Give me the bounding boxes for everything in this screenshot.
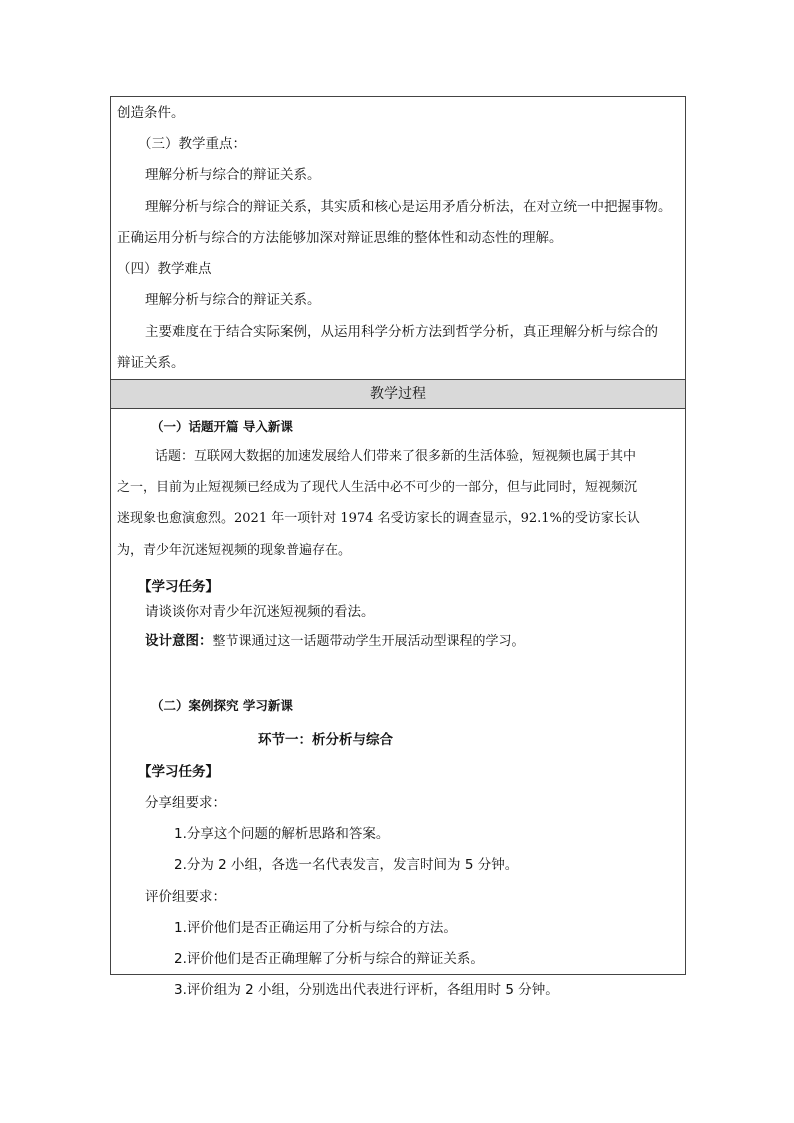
section-heading-2: （二）案例探究 学习新课: [151, 698, 293, 713]
list-item: 2.分为 2 小组，各选一名代表发言，发言时间为 5 分钟。: [174, 857, 519, 873]
text-line: 正确运用分析与综合的方法能够加深对辩证思维的整体性和动态性的理解。: [117, 230, 563, 246]
task-text: 请谈谈你对青少年沉迷短视频的看法。: [145, 604, 375, 620]
topic-line: 为，青少年沉迷短视频的现象普遍存在。: [117, 543, 352, 558]
design-intent-text: 整节课通过这一话题带动学生开展活动型课程的学习。: [212, 634, 525, 649]
text-line: 理解分析与综合的辩证关系，其实质和核心是运用矛盾分析法，在对立统一中把握事物。: [145, 199, 672, 215]
design-intent: [145, 631, 525, 652]
eval-group-title: 评价组要求：: [145, 889, 226, 905]
text-line: 理解分析与综合的辩证关系。: [145, 292, 321, 308]
list-item: 1.评价他们是否正确运用了分析与综合的方法。: [174, 920, 457, 936]
task-title: 【学习任务】: [138, 579, 219, 595]
share-group-title: 分享组要求：: [145, 795, 226, 811]
design-intent-label: 设计意图：: [145, 633, 213, 649]
text-line: 主要难度在于结合实际案例，从运用科学分析方法到哲学分析，真正理解分析与综合的: [145, 324, 658, 340]
lesson-plan-table: [110, 96, 686, 998]
section-heading-1: （一）话题开篇 导入新课: [151, 419, 293, 434]
section-header-teaching-process: 教学过程: [111, 379, 685, 409]
text-line: 理解分析与综合的辩证关系。: [145, 167, 321, 183]
list-item: 2.评价他们是否正确理解了分析与综合的辩证关系。: [174, 951, 484, 967]
topic-line: 话题：互联网大数据的加速发展给人们带来了很多新的生活体验，短视频也属于其中: [155, 449, 637, 464]
text-line: 辩证关系。: [117, 355, 185, 371]
topic-line: 之一，目前为止短视频已经成为了现代人生活中必不可少的一部分，但与此同时，短视频沉: [117, 480, 638, 495]
link-heading: 环节一：析分析与综合: [258, 732, 393, 748]
topic-line: 迷现象也愈演愈烈。2021 年一项针对 1974 名受访家长的调查显示，92.1%的受访家长认: [117, 511, 640, 526]
task-title: 【学习任务】: [138, 764, 219, 780]
text-line: 创造条件。: [117, 105, 185, 121]
list-item: 3.评价组为 2 小组，分别选出代表进行评析，各组用时 5 分钟。: [174, 982, 559, 998]
list-item: 1.分享这个问题的解析思路和答案。: [174, 826, 390, 842]
subheading-key-points: （三）教学重点：: [138, 136, 246, 152]
subheading-difficulties: （四）教学难点: [117, 261, 212, 277]
